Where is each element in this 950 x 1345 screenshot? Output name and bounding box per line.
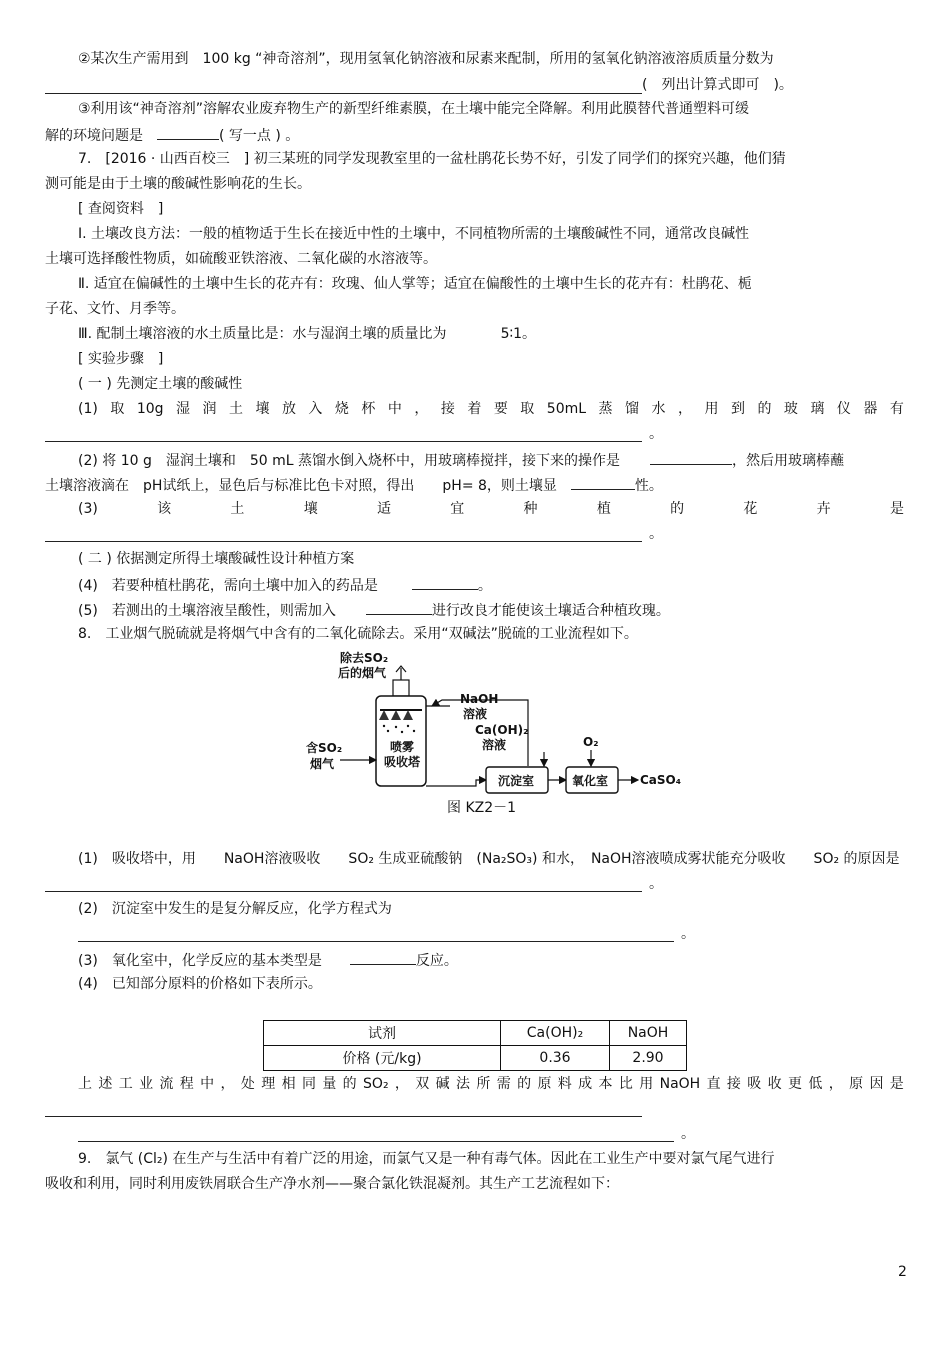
q6-line-4-b: ( 写一点 ) 。 bbox=[219, 128, 300, 144]
step-1-word: 土 bbox=[228, 401, 243, 417]
q8-part-1-period: 。 bbox=[649, 876, 663, 892]
q8-part-2: (2) 沉淀室中发生的是复分解反应，化学方程式为 bbox=[78, 901, 392, 917]
part-5-word: 比 bbox=[618, 1076, 633, 1092]
q7-step-2-c: 土壤溶液滴在 pH试纸上，显色后与标准比色卡对照，得出 pH= 8，则土壤显 bbox=[45, 478, 557, 494]
page-number: 2 bbox=[898, 1264, 907, 1280]
tower-label-2: 吸收塔 bbox=[384, 755, 421, 769]
step-1-word: 蒸 bbox=[598, 401, 613, 417]
q7-step-2-d: 性。 bbox=[634, 478, 663, 494]
q8-part-5-blank-1[interactable] bbox=[45, 1116, 642, 1117]
table-cell-price-label: 价格 (元/kg) bbox=[264, 1046, 501, 1071]
step-1-word: 用 bbox=[704, 401, 719, 417]
label-caoh-2: 溶液 bbox=[482, 738, 507, 752]
part-5-word: 是 bbox=[889, 1076, 904, 1092]
tower-to-settle-arrow bbox=[426, 780, 486, 786]
step-1-word: 润 bbox=[202, 401, 217, 417]
step-1-word: 璃 bbox=[810, 401, 825, 417]
step-1-word: 器 bbox=[863, 401, 878, 417]
part-5-word: 流 bbox=[159, 1076, 174, 1092]
step-3-word: 植 bbox=[596, 501, 611, 517]
q7-step-2-blank-1[interactable] bbox=[650, 450, 732, 465]
step-3-word: 适 bbox=[376, 501, 391, 517]
q7-steps-heading: [ 实验步骤 ] bbox=[78, 351, 164, 367]
part-5-word: 吸 bbox=[747, 1076, 762, 1092]
q7-step-2-a: (2) 将 10 g 湿润土壤和 50 mL 蒸馏水倒入烧杯中，用玻璃棒搅拌，接下来的操作是 bbox=[78, 453, 621, 469]
q7-info-2: Ⅱ. 适宜在偏碱性的土壤中生长的花卉有：玫瑰、仙人掌等；适宜在偏酸性的土壤中生长的花卉有：杜鹃花、栀 bbox=[78, 276, 752, 292]
table-cell-caoh-price: 0.36 bbox=[501, 1046, 610, 1071]
q7-step-3-blank[interactable] bbox=[45, 541, 642, 542]
q7-part-2: ( 二 ) 依据测定所得土壤酸碱性设计种植方案 bbox=[78, 551, 355, 567]
label-naoh-2: 溶液 bbox=[463, 707, 488, 721]
part-5-word: NaOH bbox=[659, 1076, 701, 1092]
part-5-word: 述 bbox=[98, 1076, 113, 1092]
label-caoh-1: Ca(OH)₂ bbox=[475, 723, 529, 737]
q7-step-2-b: ，然后用玻璃棒蘸 bbox=[732, 453, 845, 469]
q8-part-3-b: 反应。 bbox=[415, 953, 458, 969]
q7-info-3-b: 5∶1。 bbox=[500, 326, 537, 342]
table-header-caoh: Ca(OH)₂ bbox=[501, 1021, 610, 1046]
part-5-word: 的 bbox=[342, 1076, 357, 1092]
label-clean-gas-2: 后的烟气 bbox=[338, 666, 387, 680]
part-5-word: 低 bbox=[808, 1076, 823, 1092]
step-1-word: 入 bbox=[308, 401, 323, 417]
part-5-word: ， bbox=[220, 1076, 235, 1092]
part-5-word: 量 bbox=[322, 1076, 337, 1092]
q7-info-3-a: Ⅲ. 配制土壤溶液的水土质量比是：水与湿润土壤的质量比为 bbox=[78, 326, 447, 342]
part-5-word: 上 bbox=[78, 1076, 92, 1092]
step-1-word: 水 bbox=[651, 401, 666, 417]
q6-line-4 bbox=[45, 125, 299, 145]
part-5-word: 工 bbox=[118, 1076, 133, 1092]
step-1-word: 湿 bbox=[176, 401, 190, 417]
part-5-word: 法 bbox=[456, 1076, 470, 1092]
q8-part-3-a: (3) 氧化室中，化学反应的基本类型是 bbox=[78, 953, 322, 969]
q6-answer-blank-2[interactable] bbox=[157, 125, 219, 140]
step-3-word: 是 bbox=[889, 501, 904, 517]
product-label: CaSO₄ bbox=[640, 773, 682, 787]
part-5-word: 碱 bbox=[435, 1076, 450, 1092]
step-1-word: (1) bbox=[78, 401, 98, 417]
label-inlet-gas-2: 烟气 bbox=[310, 757, 335, 771]
part-5-word: 收 bbox=[767, 1076, 782, 1092]
part-5-word: 更 bbox=[788, 1076, 802, 1092]
part-5-word: 处 bbox=[240, 1076, 255, 1092]
step-3-word: 宜 bbox=[450, 501, 465, 517]
q7-step-4 bbox=[78, 575, 492, 595]
step-1-word: 取 bbox=[110, 401, 125, 417]
q7-line-1: 7. [2016 · 山西百校三 ] 初三某班的同学发现教室里的一盆杜鹃花长势不好，引发了同学们的探究兴趣，他们猜 bbox=[78, 151, 786, 167]
q7-step-3-period: 。 bbox=[649, 526, 663, 542]
q7-step-2 bbox=[78, 450, 844, 470]
part-5-word: 因 bbox=[869, 1076, 884, 1092]
q7-info-1b: 土壤可选择酸性物质，如硫酸亚铁溶液、二氧化碳的水溶液等。 bbox=[45, 251, 437, 267]
step-3-word: 的 bbox=[670, 501, 685, 517]
part-5-word: 程 bbox=[179, 1076, 194, 1092]
step-3-word: 种 bbox=[523, 501, 538, 517]
q7-info-2b: 子花、文竹、月季等。 bbox=[45, 301, 185, 317]
step-1-word: 馏 bbox=[625, 401, 640, 417]
flow-diagram bbox=[300, 648, 690, 796]
q6-line-1: ②某次生产需用到 100 kg “神奇溶剂”，现用氢氧化钠溶液和尿素来配制，所用的氢氧化钠溶液溶质质量分数为 bbox=[78, 51, 774, 67]
q8-part-2-blank[interactable] bbox=[78, 941, 674, 942]
step-1-word: 的 bbox=[757, 401, 772, 417]
tower-chimney bbox=[393, 666, 409, 696]
step-1-word: 中 bbox=[387, 401, 402, 417]
step-3-word: 土 bbox=[230, 501, 245, 517]
table-cell-naoh-price: 2.90 bbox=[610, 1046, 687, 1071]
q6-answer-blank-1[interactable] bbox=[45, 93, 642, 94]
q8-part-5-period: 。 bbox=[681, 1126, 695, 1142]
q7-step-5-a: (5) 若测出的土壤溶液呈酸性，则需加入 bbox=[78, 603, 336, 619]
q8-part-5-blank-2[interactable] bbox=[78, 1141, 674, 1142]
q9-line-1: 9. 氯气 (Cl₂) 在生产与生活中有着广泛的用途，而氯气又是一种有毒气体。因此在工业生产中要对氯气尾气进行 bbox=[78, 1151, 775, 1167]
part-5-word: 的 bbox=[517, 1076, 532, 1092]
q8-intro: 8. 工业烟气脱硫就是将烟气中含有的二氧化硫除去。采用“双碱法”脱硫的工业流程如下。 bbox=[78, 626, 638, 642]
step-1-word: 50mL bbox=[546, 401, 587, 417]
part-5-word: 需 bbox=[496, 1076, 511, 1092]
part-5-word: SO₂ bbox=[363, 1076, 389, 1092]
part-5-word: 相 bbox=[281, 1076, 296, 1092]
label-o2: O₂ bbox=[583, 735, 599, 749]
q7-step-2-blank-2[interactable] bbox=[571, 475, 635, 490]
part-5-word: 原 bbox=[849, 1076, 864, 1092]
part-5-word: 用 bbox=[639, 1076, 654, 1092]
oxidation-room-label: 氧化室 bbox=[572, 774, 609, 788]
label-clean-gas-1: 除去SO₂ bbox=[340, 651, 389, 665]
part-5-word: 同 bbox=[301, 1076, 316, 1092]
q6-line-2-tail: ( 列出计算式即可 )。 bbox=[642, 77, 793, 93]
part-5-word: 理 bbox=[261, 1076, 276, 1092]
q8-part-1-blank[interactable] bbox=[45, 891, 642, 892]
q8-part-4: (4) 已知部分原料的价格如下表所示。 bbox=[78, 976, 322, 992]
settling-room-label: 沉淀室 bbox=[498, 774, 535, 788]
step-1-word: ， bbox=[414, 401, 429, 417]
step-1-word: 10g bbox=[136, 401, 164, 417]
q7-step-5-blank[interactable] bbox=[366, 600, 432, 615]
part-5-word: 业 bbox=[139, 1076, 154, 1092]
q7-part-1: ( 一 ) 先测定土壤的酸碱性 bbox=[78, 376, 243, 392]
q7-info-heading: [ 查阅资料 ] bbox=[78, 201, 164, 217]
part-5-word: 中 bbox=[200, 1076, 215, 1092]
figure-caption: 图 KZ2－1 bbox=[447, 800, 517, 816]
step-1-word: 杯 bbox=[361, 401, 376, 417]
q7-step-1-blank[interactable] bbox=[45, 441, 642, 442]
part-5-word: ， bbox=[828, 1076, 843, 1092]
label-naoh-1: NaOH bbox=[460, 692, 499, 706]
step-1-word: 放 bbox=[281, 401, 296, 417]
q8-part-2-period: 。 bbox=[681, 926, 695, 942]
q7-step-2-cont bbox=[45, 475, 663, 495]
q7-step-1-period: 。 bbox=[649, 426, 663, 442]
part-5-word: 成 bbox=[578, 1076, 593, 1092]
table-header-reagent: 试剂 bbox=[264, 1021, 501, 1046]
table-header-naoh: NaOH bbox=[610, 1021, 687, 1046]
q7-info-1: Ⅰ. 土壤改良方法：一般的植物适于生长在接近中性的土壤中，不同植物所需的土壤酸碱性不同，通常改良碱性 bbox=[78, 226, 750, 242]
step-1-word: 到 bbox=[730, 401, 745, 417]
step-3-word: 花 bbox=[743, 501, 758, 517]
part-5-word: ， bbox=[394, 1076, 409, 1092]
part-5-word: 原 bbox=[537, 1076, 552, 1092]
q7-step-3 bbox=[78, 500, 904, 518]
step-3-word: 卉 bbox=[816, 501, 831, 517]
q7-step-1 bbox=[78, 400, 904, 418]
step-1-word: 仪 bbox=[836, 401, 851, 417]
q8-part-1: (1) 吸收塔中，用 NaOH溶液吸收 SO₂ 生成亚硫酸钠 (Na₂SO₃) 和水， NaOH溶液喷成雾状能充分吸收 SO₂ 的原因是 bbox=[78, 851, 900, 867]
step-1-word: 烧 bbox=[334, 401, 349, 417]
q7-step-4-text: (4) 若要种植杜鹃花，需向土壤中加入的药品是 bbox=[78, 578, 378, 594]
q7-step-4-period: 。 bbox=[477, 578, 492, 594]
step-3-word: 该 bbox=[157, 501, 172, 517]
q8-part-3 bbox=[78, 950, 458, 970]
q9-line-2: 吸收和利用，同时利用废铁屑联合生产净水剂——聚合氯化铁混凝剂。其生产工艺流程如下： bbox=[45, 1176, 619, 1192]
step-1-word: 壤 bbox=[255, 401, 270, 417]
tower-label-1: 喷雾 bbox=[390, 740, 415, 754]
step-1-word: 取 bbox=[520, 401, 535, 417]
step-1-word: 有 bbox=[889, 401, 904, 417]
table-row bbox=[264, 1021, 687, 1046]
q7-line-2: 测可能是由于土壤的酸碱性影响花的生长。 bbox=[45, 176, 311, 192]
part-5-word: 料 bbox=[557, 1076, 572, 1092]
q7-info-3 bbox=[78, 325, 536, 343]
q6-line-4-a: 解的环境问题是 bbox=[45, 128, 157, 144]
q7-step-5 bbox=[78, 600, 670, 620]
q6-line-3: ③利用该“神奇溶剂”溶解农业废弃物生产的新型纤维素膜，在土壤中能完全降解。利用此膜替代普通塑料可缓 bbox=[78, 101, 750, 117]
step-1-word: 玻 bbox=[783, 401, 798, 417]
part-5-word: 接 bbox=[726, 1076, 741, 1092]
part-5-word: 双 bbox=[415, 1076, 430, 1092]
step-1-word: ， bbox=[677, 401, 692, 417]
step-1-word: 要 bbox=[493, 401, 508, 417]
step-3-word: (3) bbox=[78, 501, 98, 517]
q8-part-3-blank[interactable] bbox=[350, 950, 416, 965]
part-5-word: 本 bbox=[598, 1076, 613, 1092]
part-5-word: 所 bbox=[476, 1076, 491, 1092]
part-5-word: 直 bbox=[706, 1076, 721, 1092]
q7-step-4-blank[interactable] bbox=[412, 575, 478, 590]
step-3-word: 壤 bbox=[303, 501, 318, 517]
step-1-word: 接 bbox=[440, 401, 455, 417]
q8-part-5 bbox=[78, 1075, 904, 1093]
q7-step-5-b: 进行改良才能使该土壤适合种植玫瑰。 bbox=[431, 603, 670, 619]
table-row bbox=[264, 1046, 687, 1071]
step-1-word: 着 bbox=[467, 401, 482, 417]
price-table bbox=[263, 1020, 687, 1071]
label-inlet-gas-1: 含SO₂ bbox=[306, 741, 343, 755]
